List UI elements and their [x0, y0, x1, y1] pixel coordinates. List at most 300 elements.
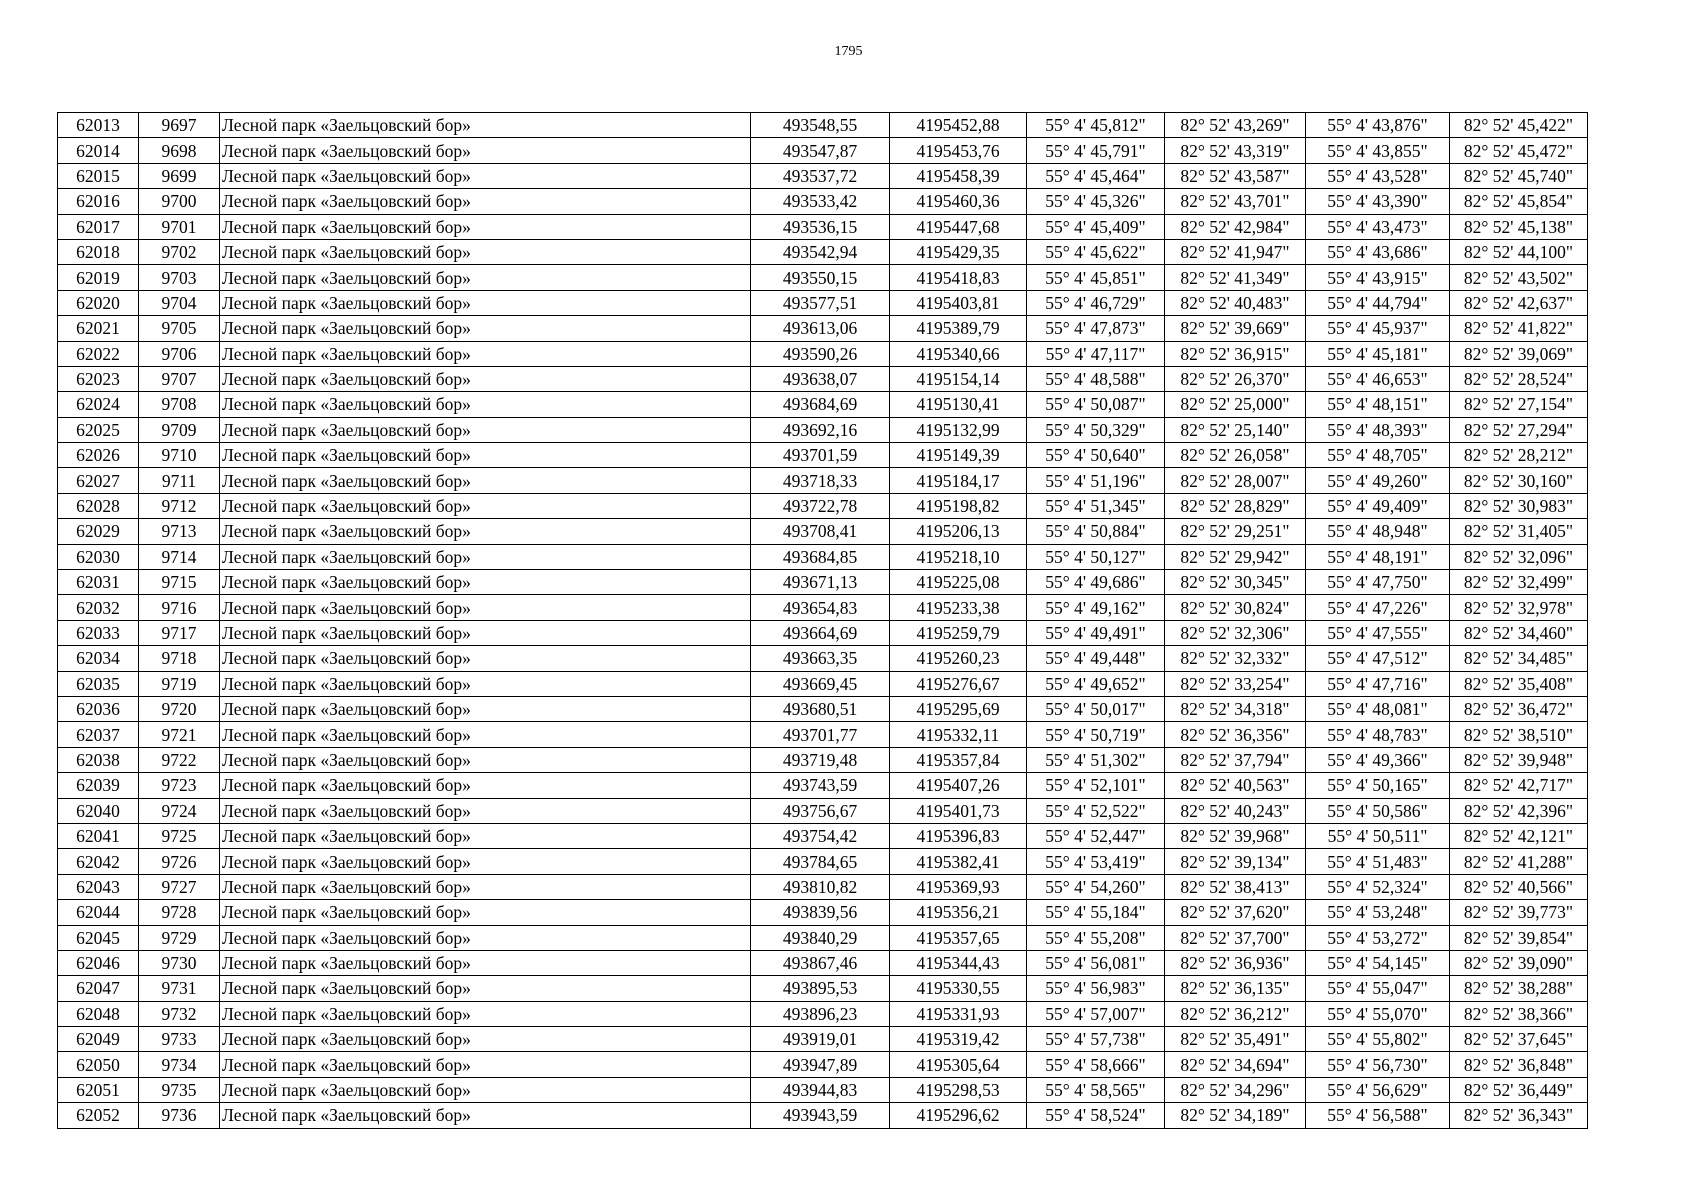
- id-cell: 9708: [139, 392, 220, 417]
- latitude-2-cell: 55° 4' 49,260": [1306, 468, 1450, 493]
- x-coordinate-cell: 493542,94: [751, 239, 890, 264]
- id-cell: 9715: [139, 570, 220, 595]
- y-coordinate-cell: 4195453,76: [890, 138, 1027, 163]
- id-cell: 9700: [139, 189, 220, 214]
- y-coordinate-cell: 4195332,11: [890, 722, 1027, 747]
- longitude-2-cell: 82° 52' 36,449": [1450, 1077, 1588, 1102]
- latitude-2-cell: 55° 4' 47,555": [1306, 620, 1450, 645]
- point-number-cell: 62033: [58, 620, 139, 645]
- latitude-2-cell: 55° 4' 53,272": [1306, 925, 1450, 950]
- x-coordinate-cell: 493784,65: [751, 849, 890, 874]
- longitude-2-cell: 82° 52' 39,854": [1450, 925, 1588, 950]
- longitude-1-cell: 82° 52' 33,254": [1165, 671, 1306, 696]
- point-number-cell: 62016: [58, 189, 139, 214]
- x-coordinate-cell: 493537,72: [751, 163, 890, 188]
- point-number-cell: 62036: [58, 696, 139, 721]
- longitude-1-cell: 82° 52' 36,936": [1165, 950, 1306, 975]
- longitude-2-cell: 82° 52' 36,343": [1450, 1103, 1588, 1128]
- id-cell: 9716: [139, 595, 220, 620]
- latitude-1-cell: 55° 4' 54,260": [1027, 874, 1165, 899]
- id-cell: 9710: [139, 443, 220, 468]
- longitude-2-cell: 82° 52' 28,524": [1450, 366, 1588, 391]
- x-coordinate-cell: 493754,42: [751, 823, 890, 848]
- x-coordinate-cell: 493669,45: [751, 671, 890, 696]
- longitude-1-cell: 82° 52' 35,491": [1165, 1027, 1306, 1052]
- point-number-cell: 62044: [58, 900, 139, 925]
- table-row: [58, 341, 1588, 366]
- y-coordinate-cell: 4195331,93: [890, 1001, 1027, 1026]
- name-cell: Лесной парк «Заельцовский бор»: [220, 671, 751, 696]
- table-row: [58, 468, 1588, 493]
- x-coordinate-cell: 493533,42: [751, 189, 890, 214]
- longitude-2-cell: 82° 52' 34,485": [1450, 646, 1588, 671]
- table-row: [58, 900, 1588, 925]
- x-coordinate-cell: 493692,16: [751, 417, 890, 442]
- longitude-1-cell: 82° 52' 34,189": [1165, 1103, 1306, 1128]
- id-cell: 9726: [139, 849, 220, 874]
- latitude-1-cell: 55° 4' 50,017": [1027, 696, 1165, 721]
- id-cell: 9730: [139, 950, 220, 975]
- x-coordinate-cell: 493919,01: [751, 1027, 890, 1052]
- longitude-1-cell: 82° 52' 43,701": [1165, 189, 1306, 214]
- x-coordinate-cell: 493590,26: [751, 341, 890, 366]
- id-cell: 9717: [139, 620, 220, 645]
- y-coordinate-cell: 4195319,42: [890, 1027, 1027, 1052]
- x-coordinate-cell: 493613,06: [751, 316, 890, 341]
- y-coordinate-cell: 4195452,88: [890, 113, 1027, 138]
- latitude-2-cell: 55° 4' 56,730": [1306, 1052, 1450, 1077]
- table-row: [58, 163, 1588, 188]
- point-number-cell: 62021: [58, 316, 139, 341]
- longitude-1-cell: 82° 52' 34,296": [1165, 1077, 1306, 1102]
- point-number-cell: 62024: [58, 392, 139, 417]
- table-row: [58, 417, 1588, 442]
- y-coordinate-cell: 4195276,67: [890, 671, 1027, 696]
- point-number-cell: 62015: [58, 163, 139, 188]
- longitude-1-cell: 82° 52' 40,243": [1165, 798, 1306, 823]
- latitude-2-cell: 55° 4' 48,393": [1306, 417, 1450, 442]
- latitude-1-cell: 55° 4' 49,491": [1027, 620, 1165, 645]
- x-coordinate-cell: 493654,83: [751, 595, 890, 620]
- table-row: [58, 366, 1588, 391]
- id-cell: 9714: [139, 544, 220, 569]
- y-coordinate-cell: 4195225,08: [890, 570, 1027, 595]
- y-coordinate-cell: 4195259,79: [890, 620, 1027, 645]
- table-row: [58, 696, 1588, 721]
- table-row: [58, 138, 1588, 163]
- longitude-2-cell: 82° 52' 45,422": [1450, 113, 1588, 138]
- longitude-1-cell: 82° 52' 41,349": [1165, 265, 1306, 290]
- longitude-2-cell: 82° 52' 28,212": [1450, 443, 1588, 468]
- id-cell: 9736: [139, 1103, 220, 1128]
- latitude-1-cell: 55° 4' 55,208": [1027, 925, 1165, 950]
- y-coordinate-cell: 4195460,36: [890, 189, 1027, 214]
- longitude-1-cell: 82° 52' 43,269": [1165, 113, 1306, 138]
- name-cell: Лесной парк «Заельцовский бор»: [220, 595, 751, 620]
- y-coordinate-cell: 4195357,84: [890, 747, 1027, 772]
- latitude-1-cell: 55° 4' 45,812": [1027, 113, 1165, 138]
- x-coordinate-cell: 493664,69: [751, 620, 890, 645]
- table-row: [58, 290, 1588, 315]
- x-coordinate-cell: 493684,85: [751, 544, 890, 569]
- point-number-cell: 62019: [58, 265, 139, 290]
- table-row: [58, 823, 1588, 848]
- latitude-1-cell: 55° 4' 51,345": [1027, 493, 1165, 518]
- id-cell: 9728: [139, 900, 220, 925]
- name-cell: Лесной парк «Заельцовский бор»: [220, 138, 751, 163]
- name-cell: Лесной парк «Заельцовский бор»: [220, 265, 751, 290]
- x-coordinate-cell: 493547,87: [751, 138, 890, 163]
- name-cell: Лесной парк «Заельцовский бор»: [220, 113, 751, 138]
- latitude-2-cell: 55° 4' 54,145": [1306, 950, 1450, 975]
- name-cell: Лесной парк «Заельцовский бор»: [220, 570, 751, 595]
- table-row: [58, 1077, 1588, 1102]
- latitude-2-cell: 55° 4' 47,226": [1306, 595, 1450, 620]
- x-coordinate-cell: 493944,83: [751, 1077, 890, 1102]
- latitude-1-cell: 55° 4' 57,738": [1027, 1027, 1165, 1052]
- longitude-1-cell: 82° 52' 32,332": [1165, 646, 1306, 671]
- longitude-1-cell: 82° 52' 25,140": [1165, 417, 1306, 442]
- id-cell: 9712: [139, 493, 220, 518]
- table-row: [58, 874, 1588, 899]
- point-number-cell: 62046: [58, 950, 139, 975]
- id-cell: 9713: [139, 519, 220, 544]
- y-coordinate-cell: 4195418,83: [890, 265, 1027, 290]
- latitude-1-cell: 55° 4' 58,524": [1027, 1103, 1165, 1128]
- table-row: [58, 570, 1588, 595]
- table-row: [58, 1027, 1588, 1052]
- latitude-1-cell: 55° 4' 52,522": [1027, 798, 1165, 823]
- longitude-2-cell: 82° 52' 42,396": [1450, 798, 1588, 823]
- y-coordinate-cell: 4195330,55: [890, 976, 1027, 1001]
- point-number-cell: 62034: [58, 646, 139, 671]
- latitude-1-cell: 55° 4' 45,409": [1027, 214, 1165, 239]
- latitude-1-cell: 55° 4' 47,873": [1027, 316, 1165, 341]
- longitude-1-cell: 82° 52' 37,620": [1165, 900, 1306, 925]
- point-number-cell: 62045: [58, 925, 139, 950]
- longitude-1-cell: 82° 52' 42,984": [1165, 214, 1306, 239]
- longitude-2-cell: 82° 52' 42,121": [1450, 823, 1588, 848]
- longitude-1-cell: 82° 52' 30,345": [1165, 570, 1306, 595]
- longitude-2-cell: 82° 52' 32,096": [1450, 544, 1588, 569]
- longitude-2-cell: 82° 52' 42,637": [1450, 290, 1588, 315]
- name-cell: Лесной парк «Заельцовский бор»: [220, 874, 751, 899]
- latitude-1-cell: 55° 4' 50,087": [1027, 392, 1165, 417]
- latitude-1-cell: 55° 4' 46,729": [1027, 290, 1165, 315]
- longitude-1-cell: 82° 52' 26,370": [1165, 366, 1306, 391]
- name-cell: Лесной парк «Заельцовский бор»: [220, 519, 751, 544]
- name-cell: Лесной парк «Заельцовский бор»: [220, 620, 751, 645]
- longitude-1-cell: 82° 52' 36,915": [1165, 341, 1306, 366]
- latitude-1-cell: 55° 4' 56,983": [1027, 976, 1165, 1001]
- name-cell: Лесной парк «Заельцовский бор»: [220, 798, 751, 823]
- latitude-1-cell: 55° 4' 57,007": [1027, 1001, 1165, 1026]
- latitude-2-cell: 55° 4' 48,783": [1306, 722, 1450, 747]
- x-coordinate-cell: 493718,33: [751, 468, 890, 493]
- longitude-2-cell: 82° 52' 39,948": [1450, 747, 1588, 772]
- longitude-1-cell: 82° 52' 39,669": [1165, 316, 1306, 341]
- x-coordinate-cell: 493684,69: [751, 392, 890, 417]
- longitude-2-cell: 82° 52' 30,983": [1450, 493, 1588, 518]
- latitude-1-cell: 55° 4' 50,640": [1027, 443, 1165, 468]
- latitude-1-cell: 55° 4' 49,652": [1027, 671, 1165, 696]
- latitude-1-cell: 55° 4' 51,196": [1027, 468, 1165, 493]
- table-row: [58, 671, 1588, 696]
- longitude-1-cell: 82° 52' 34,318": [1165, 696, 1306, 721]
- id-cell: 9724: [139, 798, 220, 823]
- name-cell: Лесной парк «Заельцовский бор»: [220, 773, 751, 798]
- id-cell: 9734: [139, 1052, 220, 1077]
- longitude-2-cell: 82° 52' 32,499": [1450, 570, 1588, 595]
- latitude-1-cell: 55° 4' 51,302": [1027, 747, 1165, 772]
- point-number-cell: 62037: [58, 722, 139, 747]
- name-cell: Лесной парк «Заельцовский бор»: [220, 976, 751, 1001]
- table-row: [58, 519, 1588, 544]
- longitude-2-cell: 82° 52' 38,510": [1450, 722, 1588, 747]
- point-number-cell: 62040: [58, 798, 139, 823]
- name-cell: Лесной парк «Заельцовский бор»: [220, 849, 751, 874]
- latitude-1-cell: 55° 4' 50,884": [1027, 519, 1165, 544]
- x-coordinate-cell: 493896,23: [751, 1001, 890, 1026]
- x-coordinate-cell: 493719,48: [751, 747, 890, 772]
- y-coordinate-cell: 4195389,79: [890, 316, 1027, 341]
- longitude-2-cell: 82° 52' 45,138": [1450, 214, 1588, 239]
- point-number-cell: 62025: [58, 417, 139, 442]
- point-number-cell: 62029: [58, 519, 139, 544]
- latitude-2-cell: 55° 4' 55,802": [1306, 1027, 1450, 1052]
- longitude-2-cell: 82° 52' 27,294": [1450, 417, 1588, 442]
- latitude-2-cell: 55° 4' 43,686": [1306, 239, 1450, 264]
- point-number-cell: 62027: [58, 468, 139, 493]
- latitude-2-cell: 55° 4' 48,705": [1306, 443, 1450, 468]
- latitude-1-cell: 55° 4' 50,127": [1027, 544, 1165, 569]
- id-cell: 9711: [139, 468, 220, 493]
- x-coordinate-cell: 493895,53: [751, 976, 890, 1001]
- longitude-2-cell: 82° 52' 39,773": [1450, 900, 1588, 925]
- latitude-2-cell: 55° 4' 49,409": [1306, 493, 1450, 518]
- name-cell: Лесной парк «Заельцовский бор»: [220, 366, 751, 391]
- x-coordinate-cell: 493947,89: [751, 1052, 890, 1077]
- y-coordinate-cell: 4195305,64: [890, 1052, 1027, 1077]
- latitude-1-cell: 55° 4' 50,719": [1027, 722, 1165, 747]
- table-row: [58, 392, 1588, 417]
- x-coordinate-cell: 493550,15: [751, 265, 890, 290]
- point-number-cell: 62023: [58, 366, 139, 391]
- name-cell: Лесной парк «Заельцовский бор»: [220, 950, 751, 975]
- x-coordinate-cell: 493701,77: [751, 722, 890, 747]
- point-number-cell: 62048: [58, 1001, 139, 1026]
- y-coordinate-cell: 4195149,39: [890, 443, 1027, 468]
- latitude-1-cell: 55° 4' 49,448": [1027, 646, 1165, 671]
- x-coordinate-cell: 493708,41: [751, 519, 890, 544]
- name-cell: Лесной парк «Заельцовский бор»: [220, 316, 751, 341]
- y-coordinate-cell: 4195356,21: [890, 900, 1027, 925]
- point-number-cell: 62030: [58, 544, 139, 569]
- id-cell: 9699: [139, 163, 220, 188]
- id-cell: 9731: [139, 976, 220, 1001]
- table-row: [58, 316, 1588, 341]
- table-row: [58, 214, 1588, 239]
- table-row: [58, 1052, 1588, 1077]
- table-body: [58, 113, 1588, 1129]
- table-row: [58, 493, 1588, 518]
- latitude-2-cell: 55° 4' 47,750": [1306, 570, 1450, 595]
- y-coordinate-cell: 4195403,81: [890, 290, 1027, 315]
- point-number-cell: 62028: [58, 493, 139, 518]
- id-cell: 9709: [139, 417, 220, 442]
- y-coordinate-cell: 4195295,69: [890, 696, 1027, 721]
- id-cell: 9704: [139, 290, 220, 315]
- x-coordinate-cell: 493638,07: [751, 366, 890, 391]
- y-coordinate-cell: 4195407,26: [890, 773, 1027, 798]
- longitude-2-cell: 82° 52' 27,154": [1450, 392, 1588, 417]
- latitude-2-cell: 55° 4' 50,165": [1306, 773, 1450, 798]
- name-cell: Лесной парк «Заельцовский бор»: [220, 823, 751, 848]
- latitude-2-cell: 55° 4' 48,151": [1306, 392, 1450, 417]
- latitude-1-cell: 55° 4' 45,464": [1027, 163, 1165, 188]
- point-number-cell: 62052: [58, 1103, 139, 1128]
- longitude-2-cell: 82° 52' 45,472": [1450, 138, 1588, 163]
- name-cell: Лесной парк «Заельцовский бор»: [220, 747, 751, 772]
- name-cell: Лесной парк «Заельцовский бор»: [220, 722, 751, 747]
- latitude-1-cell: 55° 4' 45,851": [1027, 265, 1165, 290]
- point-number-cell: 62041: [58, 823, 139, 848]
- latitude-2-cell: 55° 4' 48,948": [1306, 519, 1450, 544]
- y-coordinate-cell: 4195357,65: [890, 925, 1027, 950]
- latitude-2-cell: 55° 4' 55,070": [1306, 1001, 1450, 1026]
- latitude-2-cell: 55° 4' 43,473": [1306, 214, 1450, 239]
- latitude-2-cell: 55° 4' 56,588": [1306, 1103, 1450, 1128]
- y-coordinate-cell: 4195184,17: [890, 468, 1027, 493]
- name-cell: Лесной парк «Заельцовский бор»: [220, 925, 751, 950]
- longitude-1-cell: 82° 52' 26,058": [1165, 443, 1306, 468]
- longitude-2-cell: 82° 52' 38,366": [1450, 1001, 1588, 1026]
- y-coordinate-cell: 4195298,53: [890, 1077, 1027, 1102]
- x-coordinate-cell: 493663,35: [751, 646, 890, 671]
- name-cell: Лесной парк «Заельцовский бор»: [220, 392, 751, 417]
- table-row: [58, 443, 1588, 468]
- y-coordinate-cell: 4195458,39: [890, 163, 1027, 188]
- page-number: 1795: [834, 44, 863, 59]
- latitude-1-cell: 55° 4' 53,419": [1027, 849, 1165, 874]
- latitude-2-cell: 55° 4' 51,483": [1306, 849, 1450, 874]
- latitude-1-cell: 55° 4' 50,329": [1027, 417, 1165, 442]
- latitude-2-cell: 55° 4' 43,390": [1306, 189, 1450, 214]
- y-coordinate-cell: 4195260,23: [890, 646, 1027, 671]
- latitude-1-cell: 55° 4' 47,117": [1027, 341, 1165, 366]
- latitude-2-cell: 55° 4' 45,937": [1306, 316, 1450, 341]
- longitude-1-cell: 82° 52' 36,212": [1165, 1001, 1306, 1026]
- table-row: [58, 773, 1588, 798]
- table-row: [58, 849, 1588, 874]
- id-cell: 9729: [139, 925, 220, 950]
- longitude-1-cell: 82° 52' 43,587": [1165, 163, 1306, 188]
- x-coordinate-cell: 493867,46: [751, 950, 890, 975]
- latitude-1-cell: 55° 4' 52,101": [1027, 773, 1165, 798]
- latitude-1-cell: 55° 4' 45,622": [1027, 239, 1165, 264]
- longitude-2-cell: 82° 52' 40,566": [1450, 874, 1588, 899]
- longitude-2-cell: 82° 52' 38,288": [1450, 976, 1588, 1001]
- x-coordinate-cell: 493577,51: [751, 290, 890, 315]
- longitude-1-cell: 82° 52' 40,483": [1165, 290, 1306, 315]
- name-cell: Лесной парк «Заельцовский бор»: [220, 1027, 751, 1052]
- y-coordinate-cell: 4195369,93: [890, 874, 1027, 899]
- table-row: [58, 722, 1588, 747]
- id-cell: 9733: [139, 1027, 220, 1052]
- latitude-2-cell: 55° 4' 43,855": [1306, 138, 1450, 163]
- id-cell: 9707: [139, 366, 220, 391]
- point-number-cell: 62043: [58, 874, 139, 899]
- longitude-2-cell: 82° 52' 36,472": [1450, 696, 1588, 721]
- name-cell: Лесной парк «Заельцовский бор»: [220, 468, 751, 493]
- latitude-1-cell: 55° 4' 56,081": [1027, 950, 1165, 975]
- longitude-2-cell: 82° 52' 43,502": [1450, 265, 1588, 290]
- y-coordinate-cell: 4195340,66: [890, 341, 1027, 366]
- table-row: [58, 950, 1588, 975]
- table-row: [58, 113, 1588, 138]
- latitude-1-cell: 55° 4' 45,326": [1027, 189, 1165, 214]
- longitude-2-cell: 82° 52' 41,288": [1450, 849, 1588, 874]
- name-cell: Лесной парк «Заельцовский бор»: [220, 1103, 751, 1128]
- latitude-2-cell: 55° 4' 47,716": [1306, 671, 1450, 696]
- name-cell: Лесной парк «Заельцовский бор»: [220, 163, 751, 188]
- x-coordinate-cell: 493536,15: [751, 214, 890, 239]
- y-coordinate-cell: 4195396,83: [890, 823, 1027, 848]
- longitude-1-cell: 82° 52' 36,135": [1165, 976, 1306, 1001]
- table-row: [58, 239, 1588, 264]
- longitude-2-cell: 82° 52' 39,069": [1450, 341, 1588, 366]
- x-coordinate-cell: 493701,59: [751, 443, 890, 468]
- latitude-2-cell: 55° 4' 50,586": [1306, 798, 1450, 823]
- id-cell: 9735: [139, 1077, 220, 1102]
- y-coordinate-cell: 4195233,38: [890, 595, 1027, 620]
- point-number-cell: 62014: [58, 138, 139, 163]
- longitude-1-cell: 82° 52' 28,829": [1165, 493, 1306, 518]
- latitude-1-cell: 55° 4' 52,447": [1027, 823, 1165, 848]
- longitude-1-cell: 82° 52' 32,306": [1165, 620, 1306, 645]
- latitude-1-cell: 55° 4' 55,184": [1027, 900, 1165, 925]
- table-row: [58, 747, 1588, 772]
- name-cell: Лесной парк «Заельцовский бор»: [220, 1052, 751, 1077]
- longitude-2-cell: 82° 52' 41,822": [1450, 316, 1588, 341]
- name-cell: Лесной парк «Заельцовский бор»: [220, 443, 751, 468]
- name-cell: Лесной парк «Заельцовский бор»: [220, 493, 751, 518]
- y-coordinate-cell: 4195296,62: [890, 1103, 1027, 1128]
- id-cell: 9723: [139, 773, 220, 798]
- longitude-1-cell: 82° 52' 25,000": [1165, 392, 1306, 417]
- latitude-2-cell: 55° 4' 56,629": [1306, 1077, 1450, 1102]
- table-row: [58, 620, 1588, 645]
- latitude-2-cell: 55° 4' 44,794": [1306, 290, 1450, 315]
- point-number-cell: 62038: [58, 747, 139, 772]
- longitude-1-cell: 82° 52' 29,251": [1165, 519, 1306, 544]
- table-row: [58, 265, 1588, 290]
- table-row: [58, 925, 1588, 950]
- point-number-cell: 62042: [58, 849, 139, 874]
- longitude-1-cell: 82° 52' 37,794": [1165, 747, 1306, 772]
- latitude-2-cell: 55° 4' 50,511": [1306, 823, 1450, 848]
- latitude-1-cell: 55° 4' 49,686": [1027, 570, 1165, 595]
- x-coordinate-cell: 493548,55: [751, 113, 890, 138]
- longitude-2-cell: 82° 52' 44,100": [1450, 239, 1588, 264]
- point-number-cell: 62018: [58, 239, 139, 264]
- longitude-1-cell: 82° 52' 41,947": [1165, 239, 1306, 264]
- y-coordinate-cell: 4195132,99: [890, 417, 1027, 442]
- longitude-2-cell: 82° 52' 35,408": [1450, 671, 1588, 696]
- latitude-2-cell: 55° 4' 43,876": [1306, 113, 1450, 138]
- x-coordinate-cell: 493671,13: [751, 570, 890, 595]
- y-coordinate-cell: 4195154,14: [890, 366, 1027, 391]
